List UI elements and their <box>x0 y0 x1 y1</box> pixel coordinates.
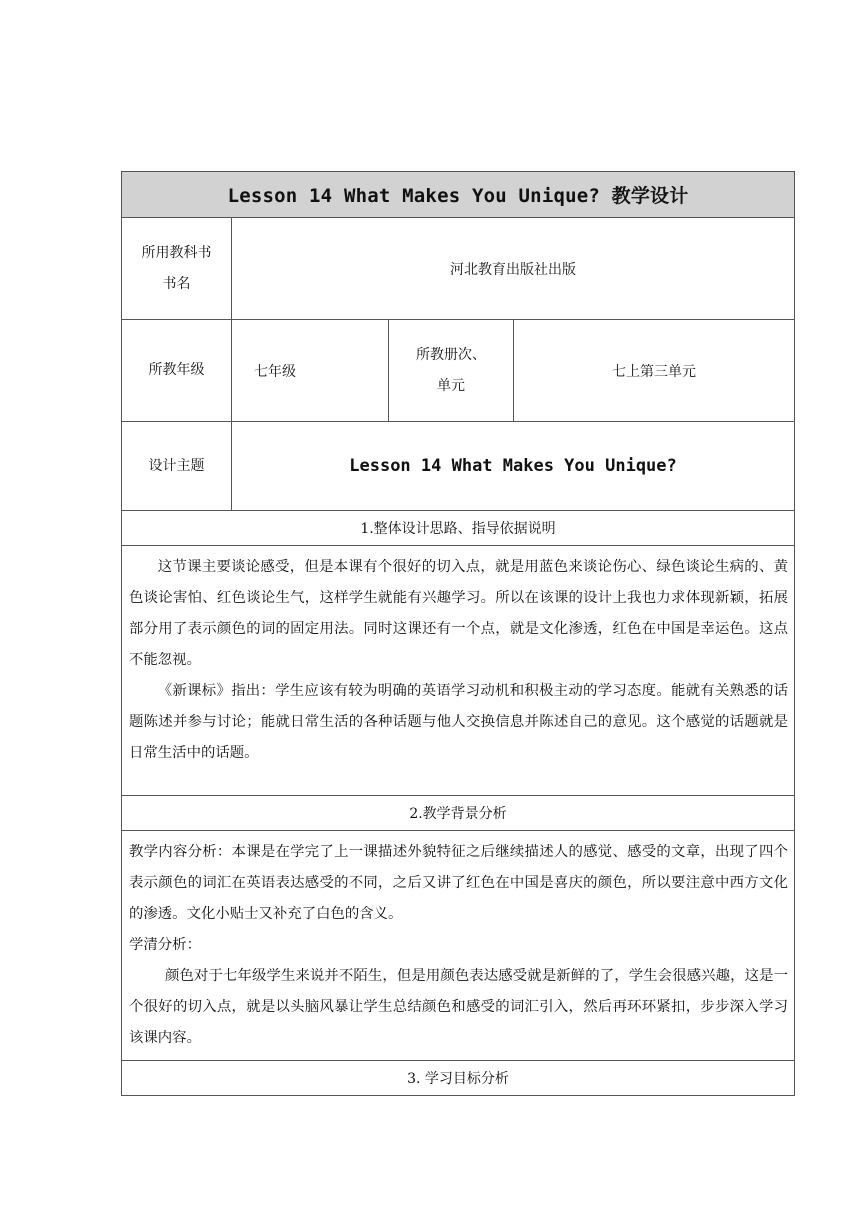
section-1-body <box>122 546 795 796</box>
document-title: Lesson 14 What Makes You Unique? 教学设计 <box>122 172 795 218</box>
volume-label <box>389 320 514 422</box>
section-2-body <box>122 831 795 1061</box>
theme-value: Lesson 14 What Makes You Unique? <box>232 422 795 511</box>
content-analysis-paragraph: 教学内容分析：本课是在学完了上一课描述外貌特征之后继续描述人的感觉、感受的文章，出现了四个表示颜色的词汇在英语表达感受的不同，之后又讲了红色在中国是喜庆的颜色，所以要注意中西方文化的渗透。文化小贴士又补充了白色的含义。 <box>129 844 789 922</box>
learner-analysis-paragraph: 颜色对于七年级学生来说并不陌生，但是用颜色表达感受就是新鲜的了，学生会很感兴趣，这是一个很好的切入点，就是以头脑风暴让学生总结颜色和感受的词汇引入，然后再环环紧扣，步步深入学习该课内容。 <box>129 968 789 1046</box>
textbook-value: 河北教育出版社出版 <box>232 218 795 320</box>
title-row <box>122 172 795 218</box>
section-2-heading: 2.教学背景分析 <box>122 796 795 831</box>
textbook-label-line1: 所用教科书 <box>141 244 212 261</box>
section-3-heading-row <box>122 1061 795 1096</box>
textbook-label-line2: 书名 <box>162 275 191 292</box>
section-1-heading-row <box>122 511 795 546</box>
section-3-heading: 3. 学习目标分析 <box>122 1061 795 1096</box>
learner-analysis-heading: 学清分析： <box>129 937 201 953</box>
section-2-heading-row <box>122 796 795 831</box>
theme-row <box>122 422 795 511</box>
section-1-heading: 1.整体设计思路、指导依据说明 <box>122 511 795 546</box>
textbook-row <box>122 218 795 320</box>
grade-row <box>122 320 795 422</box>
section-2-body-row <box>122 831 795 1061</box>
theme-label: 设计主题 <box>122 422 232 511</box>
grade-label: 所教年级 <box>122 320 232 422</box>
grade-value: 七年级 <box>232 320 389 422</box>
section-1-paragraph: 这节课主要谈论感受，但是本课有个很好的切入点，就是用蓝色来谈论伤心、绿色谈论生病的、黄色谈论害怕、红色谈论生气，这样学生就能有兴趣学习。所以在该课的设计上我也力求体现新颖，拓展部分用了表示颜色的词的固定用法。同时这课还有一个点，就是文化渗透，红色在中国是幸运色。这点不能忽视。 <box>129 559 789 668</box>
lesson-plan-table <box>121 171 795 1096</box>
textbook-label <box>122 218 232 320</box>
volume-label-line2: 单元 <box>437 377 465 394</box>
volume-value: 七上第三单元 <box>514 320 795 422</box>
section-1-body-row <box>122 546 795 796</box>
volume-label-line1: 所教册次、 <box>416 346 486 363</box>
section-1-paragraph: 《新课标》指出：学生应该有较为明确的英语学习动机和积极主动的学习态度。能就有关熟悉的话题陈述并参与讨论；能就日常生活的各种话题与他人交换信息并陈述自己的意见。这个感觉的话题就是日常生活中的话题。 <box>129 683 789 761</box>
